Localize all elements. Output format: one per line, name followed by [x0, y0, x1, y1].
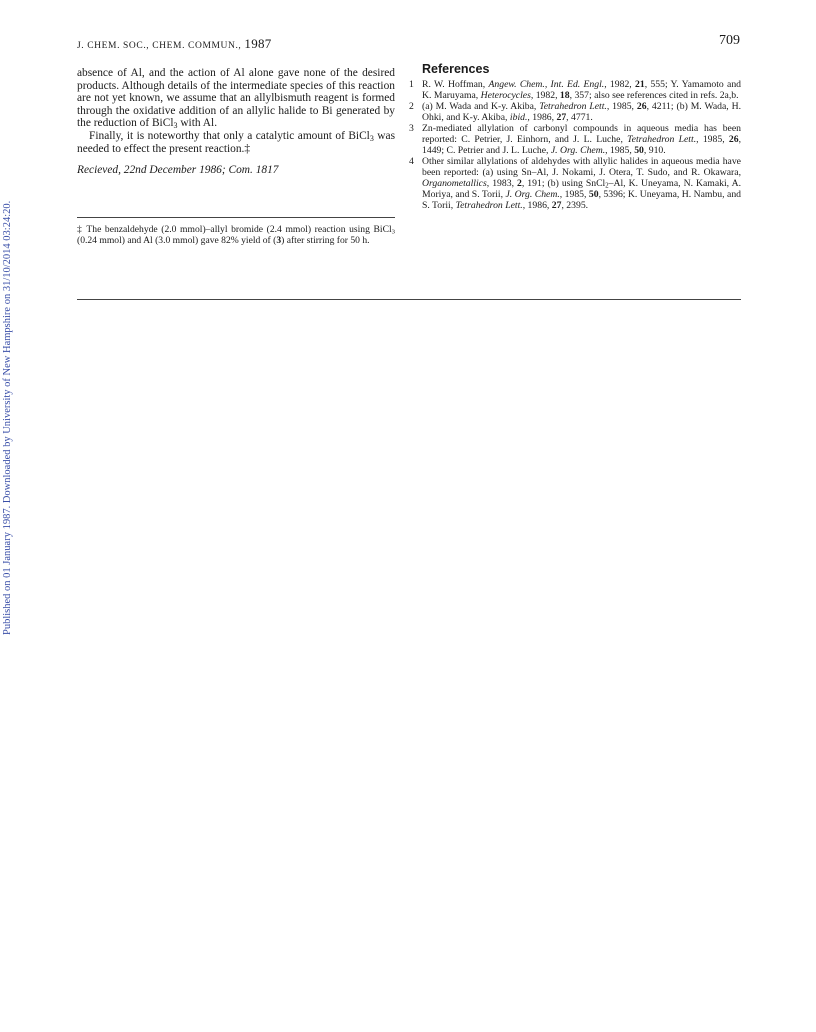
reference-number: 1 [409, 79, 414, 90]
reference-item [409, 123, 741, 156]
journal-title: J. CHEM. SOC., CHEM. COMMUN., [77, 41, 245, 51]
reference-text: R. W. Hoffman, Angew. Chem., Int. Ed. Engl., 1982, 21, 555; Y. Yamamoto and K. Maruyama, Heterocycles, 1982, 18, 357; also see references cited in refs. 2a,b. [422, 79, 742, 101]
footnote-text: ‡ The benzaldehyde (2.0 mmol)–allyl bromide (2.4 mmol) reaction using BiCl [77, 224, 392, 235]
footnote-text: (0.24 mmol) and Al (3.0 mmol) gave 82% yield of ( [77, 235, 277, 247]
page-number: 709 [719, 33, 740, 48]
references-section [409, 62, 741, 211]
reference-item [409, 156, 741, 211]
received-date: Recieved, 22nd December 1986; Com. 1817 [77, 164, 279, 177]
body-text: with Al. [177, 117, 218, 130]
reference-item [409, 101, 741, 123]
reference-number: 4 [409, 156, 414, 167]
body-text: Finally, it is noteworthy that only a catalytic amount of BiCl [89, 129, 370, 142]
footnote-divider [77, 217, 395, 218]
reference-text: Zn-mediated allylation of carbonyl compounds in aqueous media has been reported: C. Petrier, J. Einhorn, and J. L. Luche, Tetrahedron Lett., 1985, 26, 1449; C. Petrier and J. L. Luche, J. Org. Chem., 1985, 50, 910. [422, 123, 742, 156]
footnote [77, 224, 395, 246]
subscript: 3 [391, 228, 395, 236]
body-text: was needed to effect the present reaction.‡ [77, 129, 396, 155]
reference-number: 2 [409, 101, 414, 112]
subscript: 3 [173, 121, 178, 131]
reference-text: (a) M. Wada and K-y. Akiba, Tetrahedron Lett., 1985, 26, 4211; (b) M. Wada, H. Ohki, and K-y. Akiba, ibid., 1986, 27, 4771. [422, 101, 742, 123]
journal-year: 1987 [244, 36, 272, 51]
reference-text: Other similar allylations of aldehydes with allylic halides in aqueous media have been reported: (a) using Sn–Al, J. Nokami, J. Otera, T. Sudo, and R. Okawara, Organometallics, 1983, 2, 191; (b) using SnCl$_2$–Al, K. Uneyama, N. Kamaki, A. Moriya, and S. Torii, J. Org. Chem., 1985, 50, 5396; K. Uneyama, H. Nambu, and S. Torii, Tetrahedron Lett., 1986, 27, 2395. [422, 156, 742, 211]
reference-item [409, 79, 741, 101]
left-column [77, 67, 395, 177]
running-head [77, 36, 272, 52]
page-bottom-divider [77, 299, 741, 300]
download-watermark-text: Published on 01 January 1987. Downloaded by University of New Hampshire on 31/10/2014 03:24:20. [2, 200, 13, 635]
compound-number: 3 [276, 235, 282, 247]
body-text: absence of Al, and the action of Al alone gave none of the desired products. Although details of the intermediate species of this reaction are not yet known, we assume that an allylbismuth reagent is formed through the oxidative addition of an allylic halide to Bi generated by the reduction of BiCl [77, 67, 395, 130]
reference-number: 3 [409, 123, 414, 134]
references-heading: References [422, 62, 490, 76]
body-paragraph-1 [77, 67, 395, 130]
footnote-text: ) after stirring for 50 h. [281, 235, 370, 247]
subscript: 3 [369, 133, 374, 143]
body-paragraph-2 [77, 130, 395, 155]
